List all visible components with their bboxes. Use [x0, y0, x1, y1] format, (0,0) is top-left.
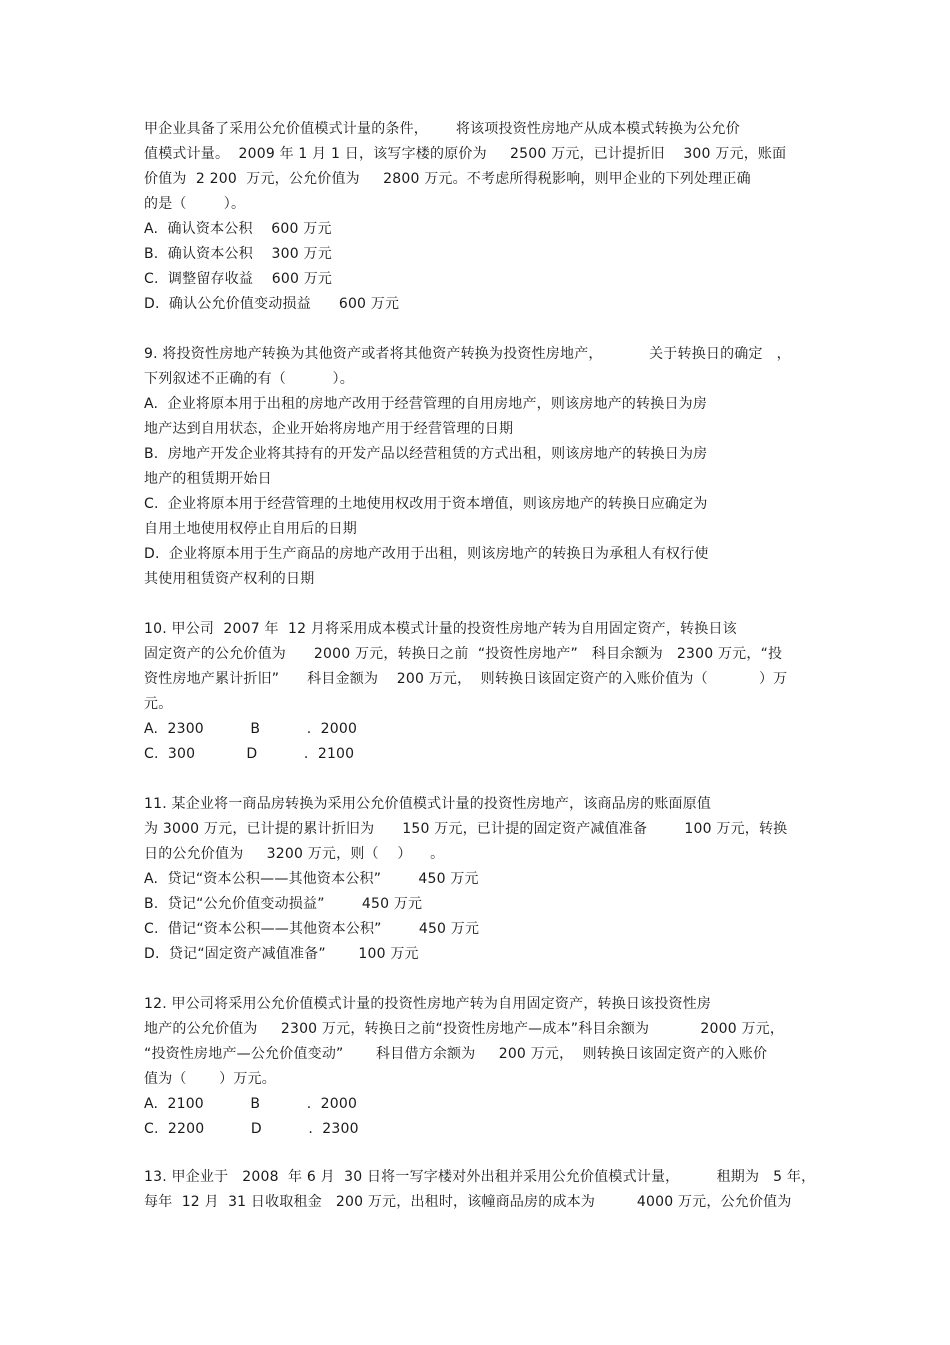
- option-line: C. 2200 D . 2300: [144, 1121, 359, 1137]
- option-line: B. 贷记“公允价值变动损益” 450 万元: [144, 896, 423, 912]
- option-line: A. 2100 B . 2000: [144, 1096, 358, 1112]
- text-line: 为 3000 万元，已计提的累计折旧为 150 万元，已计提的固定资产减值准备 100 万元，转换: [144, 821, 788, 837]
- option-line: B. 房地产开发企业将其持有的开发产品以经营租赁的方式出租，则该房地产的转换日为房: [144, 446, 708, 462]
- text-line: 地产的租赁期开始日: [144, 471, 272, 487]
- option-line: A. 2300 B . 2000: [144, 721, 358, 737]
- text-line: 日的公允价值为 3200 万元，则（ ） 。: [144, 846, 445, 862]
- question-9-title: 9. 将投资性房地产转换为其他资产或者将其他资产转换为投资性房地产， 关于转换日的确定 ，: [144, 346, 791, 362]
- text-line: 元。: [144, 696, 173, 712]
- option-line: C. 企业将原本用于经营管理的土地使用权改用于资本增值，则该房地产的转换日应确定为: [144, 496, 708, 512]
- text-line: 每年 12 月 31 日收取租金 200 万元，出租时，该幢商品房的成本为 4000 万元，公允价值为: [144, 1194, 792, 1210]
- text-line: “投资性房地产—公允价值变动” 科目借方余额为 200 万元， 则转换日该固定资产的入账价: [144, 1046, 768, 1062]
- question-13-title: 13. 甲企业于 2008 年 6 月 30 日将一写字楼对外出租并采用公允价值模式计量， 租期为 5 年，: [144, 1169, 816, 1185]
- text-line: 甲企业具备了采用公允价值模式计量的条件， 将该项投资性房地产从成本模式转换为公允价: [144, 121, 740, 137]
- option-line: B. 确认资本公积 300 万元: [144, 246, 332, 262]
- option-line: C. 调整留存收益 600 万元: [144, 271, 333, 287]
- text-line: 其使用租赁资产权利的日期: [144, 571, 315, 587]
- option-line: C. 借记“资本公积——其他资本公积” 450 万元: [144, 921, 480, 937]
- option-line: A. 贷记“资本公积——其他资本公积” 450 万元: [144, 871, 479, 887]
- question-12-title: 12. 甲公司将采用公允价值模式计量的投资性房地产转为自用固定资产，转换日该投资性房: [144, 996, 712, 1012]
- text-line: 下列叙述不正确的有（ ）。: [144, 371, 354, 387]
- option-line: D. 贷记“固定资产减值准备” 100 万元: [144, 946, 419, 962]
- option-line: C. 300 D . 2100: [144, 746, 355, 762]
- text-line: 值模式计量。 2009 年 1 月 1 日，该写字楼的原价为 2500 万元，已计提折旧 300 万元，账面: [144, 146, 787, 162]
- option-line: A. 企业将原本用于出租的房地产改用于经营管理的自用房地产，则该房地产的转换日为房: [144, 396, 708, 412]
- text-line: 值为（ ）万元。: [144, 1071, 276, 1087]
- option-line: D. 确认公允价值变动损益 600 万元: [144, 296, 400, 312]
- question-11-title: 11. 某企业将一商品房转换为采用公允价值模式计量的投资性房地产，该商品房的账面原值: [144, 796, 712, 812]
- text-line: 固定资产的公允价值为 2000 万元，转换日之前 “投资性房地产” 科目余额为 2300 万元，“投: [144, 646, 783, 662]
- text-line: 地产的公允价值为 2300 万元，转换日之前“投资性房地产—成本”科目余额为 2000 万元，: [144, 1021, 785, 1037]
- text-line: 自用土地使用权停止自用后的日期: [144, 521, 357, 537]
- question-10-title: 10. 甲公司 2007 年 12 月将采用成本模式计量的投资性房地产转为自用固定资产，转换日该: [144, 621, 737, 637]
- text-line: 资性房地产累计折旧” 科目金额为 200 万元， 则转换日该固定资产的入账价值为（ ）万: [144, 671, 788, 687]
- option-line: A. 确认资本公积 600 万元: [144, 221, 332, 237]
- text-line: 价值为 2 200 万元，公允价值为 2800 万元。不考虑所得税影响，则甲企业的下列处理正确: [144, 171, 751, 187]
- option-line: D. 企业将原本用于生产商品的房地产改用于出租，则该房地产的转换日为承租人有权行使: [144, 546, 709, 562]
- text-line: 地产达到自用状态，企业开始将房地产用于经营管理的日期: [144, 421, 514, 437]
- text-line: 的是（ ）。: [144, 196, 246, 212]
